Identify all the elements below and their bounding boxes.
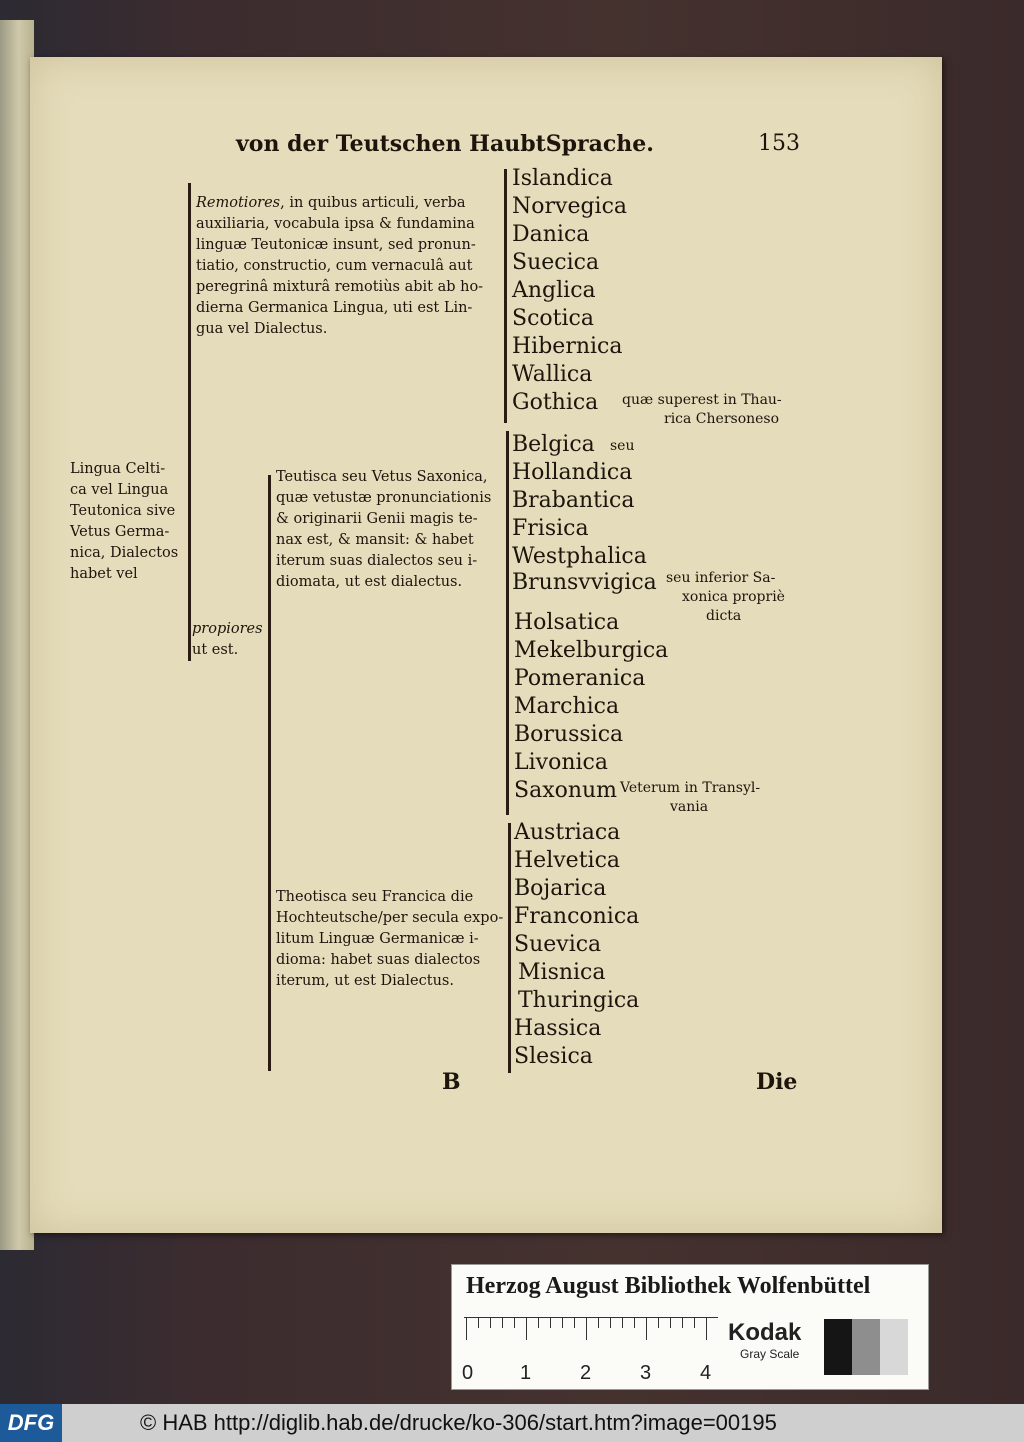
dialect-item: Hollandica [512, 460, 633, 485]
saxonum-note: Veterum in Transyl- [620, 780, 761, 796]
dialect-item: Danica [512, 222, 590, 247]
dialect-item: Marchica [514, 694, 620, 719]
theotisca-line: iterum, ut est Dialectus. [276, 973, 454, 989]
root-line: ca vel Lingua [70, 482, 169, 498]
dialect-item: Brunsvvigica [512, 570, 657, 595]
theotisca-brace [508, 823, 511, 1073]
dialect-item: Gothica [512, 390, 599, 415]
dialect-item: Saxonum [514, 778, 618, 803]
dialect-item: Westphalica [512, 544, 647, 569]
dialect-item: Suevica [514, 932, 602, 957]
remotiores-line: linguæ Teutonicæ insunt, sed pronun- [196, 237, 476, 253]
theotisca-line: litum Linguæ Germanicæ i- [276, 931, 479, 947]
dialect-item: Helvetica [514, 848, 621, 873]
dialect-item: Frisica [512, 516, 589, 541]
gray-swatch-light [880, 1319, 908, 1375]
ruler-number: 2 [580, 1362, 592, 1384]
teutisca-line: Teutisca seu Vetus Saxonica, [276, 469, 488, 485]
dialect-item: Scotica [512, 306, 594, 331]
brunsvvigica-note: seu inferior Sa- [666, 570, 776, 586]
footer-bar [0, 1404, 1024, 1442]
dialect-item: Franconica [514, 904, 640, 929]
dialect-item: Misnica [518, 960, 606, 985]
brunsvvigica-note: dicta [706, 608, 742, 624]
teutisca-brace [506, 431, 509, 815]
gothica-note: quæ superest in Thau- [622, 392, 782, 408]
propiores-label: ut est. [192, 642, 239, 658]
gray-scale-label: Gray Scale [740, 1347, 800, 1361]
teutisca-line: quæ vetustæ pronunciationis [276, 490, 492, 506]
teutisca-line: iterum suas dialectos seu i- [276, 553, 478, 569]
dialect-item: Norvegica [512, 194, 628, 219]
dialect-item: Suecica [512, 250, 600, 275]
dialect-item: Hibernica [512, 334, 623, 359]
dialect-item: Wallica [512, 362, 593, 387]
dialect-item: Holsatica [514, 610, 620, 635]
remotiores-line: peregrinâ mixturâ remotiùs abit ab ho- [196, 279, 484, 295]
root-line: Vetus Germa- [70, 524, 170, 540]
facing-page-edge [0, 20, 34, 1250]
dialect-item: Anglica [512, 278, 596, 303]
kodak-brand: Kodak [728, 1319, 802, 1346]
running-title: von der Teutschen HaubtSprache. [236, 131, 654, 157]
remotiores-line: tiatio, constructio, cum vernaculâ aut [196, 258, 473, 274]
theotisca-line: dioma: habet suas dialectos [276, 952, 481, 968]
gray-swatch-mid [852, 1319, 880, 1375]
teutisca-line: & originarii Genii magis te- [276, 511, 478, 527]
page-number: 153 [758, 131, 800, 156]
remotiores-brace [504, 169, 507, 423]
dfg-logo: DFG [0, 1404, 62, 1442]
ruler-number: 1 [520, 1362, 532, 1384]
ruler-number: 3 [640, 1362, 652, 1384]
root-line: nica, Dialectos [70, 545, 179, 561]
ruler-number: 4 [700, 1362, 712, 1384]
dialect-item: Thuringica [518, 988, 640, 1013]
propiores-brace [268, 475, 271, 1071]
dialect-item: Islandica [512, 166, 613, 191]
dialect-item: Slesica [514, 1044, 593, 1069]
library-name: Herzog August Bibliothek Wolfenbüttel [466, 1273, 871, 1299]
archive-color-card [451, 1264, 929, 1390]
dialect-item: Brabantica [512, 488, 635, 513]
remotiores-lead: Remotiores [196, 195, 281, 211]
theotisca-line: Hochteutsche/per secula expo- [276, 910, 504, 926]
gray-swatch-black [824, 1319, 852, 1375]
book-page [30, 57, 942, 1233]
signature-mark: B [442, 1069, 461, 1095]
root-line: Teutonica sive [70, 503, 176, 519]
dialect-item: Pomeranica [514, 666, 646, 691]
theotisca-line: Theotisca seu Francica die [276, 889, 474, 905]
remotiores-line: auxiliaria, vocabula ipsa & fundamina [196, 216, 475, 232]
belgica-seu: seu [610, 438, 635, 454]
catchword: Die [756, 1069, 798, 1095]
saxonum-note: vania [670, 799, 709, 815]
dialect-item: Bojarica [514, 876, 607, 901]
ruler [462, 1317, 718, 1384]
dialect-item: Mekelburgica [514, 638, 669, 663]
copyright-text: © HAB http://diglib.hab.de/drucke/ko-306/start.htm?image=00195 [140, 1410, 777, 1435]
ruler-number: 0 [462, 1362, 474, 1384]
remotiores-line: , in quibus articuli, verba [280, 195, 466, 211]
teutisca-line: nax est, & mansit: & habet [276, 532, 474, 548]
teutisca-line: diomata, ut est dialectus. [276, 574, 463, 590]
root-line: habet vel [70, 566, 138, 582]
remotiores-line: dierna Germanica Lingua, uti est Lin- [196, 300, 473, 316]
brunsvvigica-note: xonica propriè [682, 589, 785, 605]
root-line: Lingua Celti- [70, 461, 166, 477]
dialect-item: Belgica [512, 432, 595, 457]
dialect-item: Borussica [514, 722, 624, 747]
root-brace [188, 183, 191, 661]
dialect-item: Austriaca [514, 820, 621, 845]
propiores-label: propiores [192, 621, 263, 637]
gothica-note: rica Chersoneso [664, 411, 780, 427]
dialect-item: Hassica [514, 1016, 602, 1041]
remotiores-line: gua vel Dialectus. [196, 321, 328, 337]
dialect-item: Livonica [514, 750, 608, 775]
